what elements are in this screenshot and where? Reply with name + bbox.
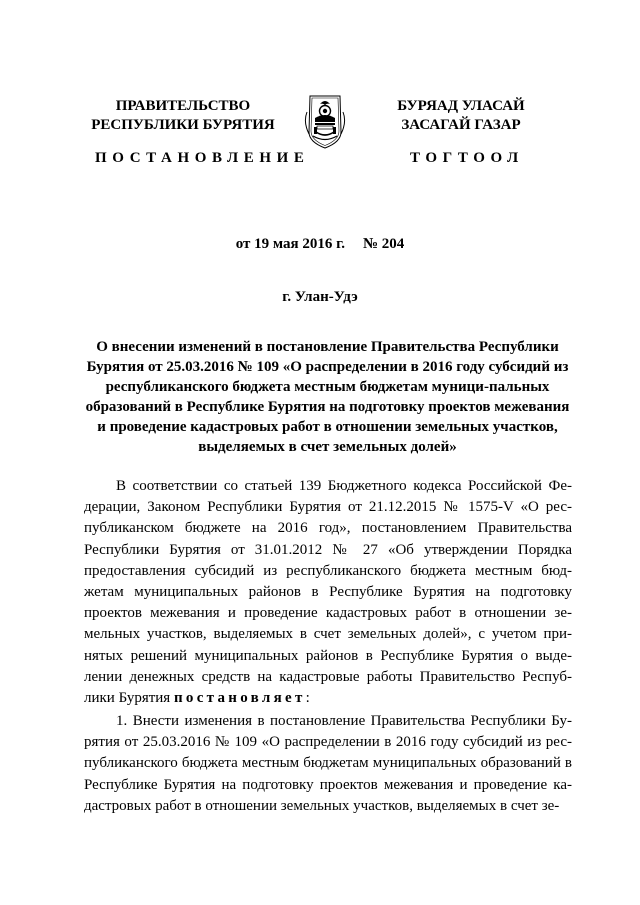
government-name-line-2: РЕСПУБЛИКИ БУРЯТИЯ xyxy=(91,117,275,133)
preamble-text: В соответствии со статьей 139 Бюджетного кодекса Российской Фе-дерации, Законом Республики Бурятия от 21.12.2015 № 1575-V «О рес-публиканском бюджете на 2016 год», постановлением Правительства Республики Бурятия от 31.01.2012 № 27 «Об утверждении Порядка предоставления субсидий из республиканского бюджета местным бюд-жетам муниципальных районов в Республике Бурятия на подготовку проектов межевания и проведение кадастровых работ в отношении зе-мельных участков, выделяемых в счет земельных долей», с учетом при-нятых решений муниципальных районов в Республике Бурятия о выде-лении денежных средств на кадастровые работы Правительство Респуб-лики Бурятия xyxy=(84,478,572,707)
government-name-buryat-line-2: ЗАСАГАЙ ГАЗАР xyxy=(401,117,521,133)
clause-1-text: 1. Внести изменения в постановление Правительства Республики Бу-рятия от 25.03.2016 № 109 «О распределении в 2016 году субсидий из рес-публиканского бюджета местным бюджетам муниципальных образований в Республике Бурятия на подготовку проектов межевания и проведение ка-дастровых работ в отношении земельных участков, выделяемых в счет зе- xyxy=(84,713,572,814)
government-name-russian xyxy=(88,97,278,135)
government-name-buryat xyxy=(366,97,556,135)
preamble-paragraph xyxy=(84,476,572,709)
government-name-line-1: ПРАВИТЕЛЬСТВО xyxy=(115,98,251,114)
city-of-issue: г. Улан-Удэ xyxy=(282,289,358,305)
resolves-keyword: постановляет xyxy=(173,690,306,707)
document-type-buryat: ТОГТООЛ xyxy=(410,150,524,166)
document-type-russian: ПОСТАНОВЛЕНИЕ xyxy=(95,150,310,166)
date-and-number xyxy=(0,236,640,253)
document-date: от 19 мая 2016 г. xyxy=(235,236,345,252)
republic-of-buryatia-coat-of-arms-icon xyxy=(298,92,352,150)
document-number: № 204 xyxy=(362,236,405,252)
government-name-buryat-line-1: БУРЯАД УЛАСАЙ xyxy=(397,98,525,114)
document-title: О внесении изменений в постановление Правительства Республики Бурятия от 25.03.2016 № 109 «О распределении в 2016 году субсидий из республиканского бюджета местным бюджетам муници-пальных образований в Республике Бурятия на подготовку проектов межевания и проведение кадастровых работ в отношении земельных участков, выделяемых в счет земельных долей» xyxy=(85,339,570,455)
clause-1-paragraph xyxy=(84,711,572,817)
preamble-ending: : xyxy=(305,690,310,707)
